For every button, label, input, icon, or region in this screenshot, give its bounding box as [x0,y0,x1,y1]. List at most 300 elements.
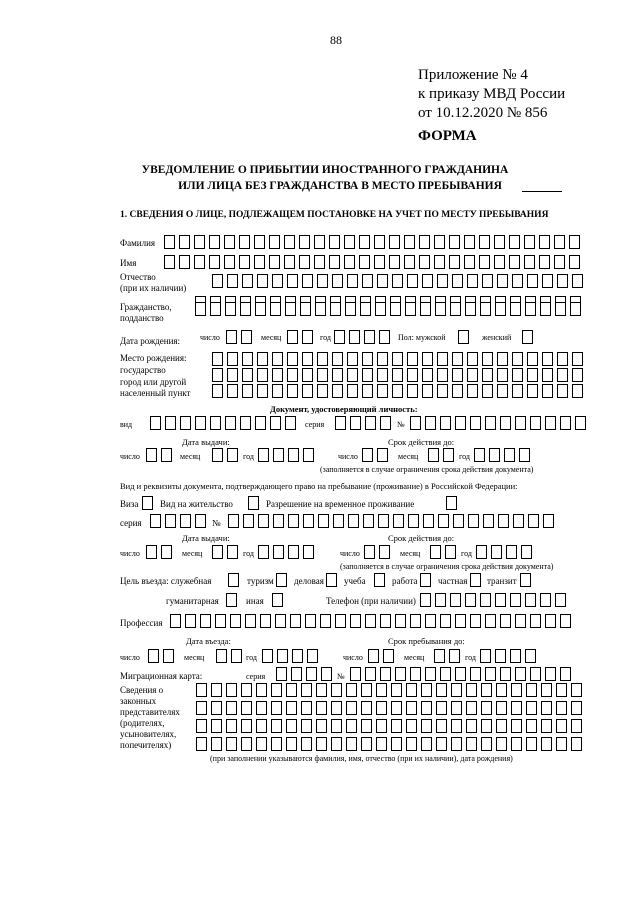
input-cell[interactable] [317,368,328,382]
input-cell[interactable] [255,416,266,430]
input-cell[interactable] [350,416,361,430]
input-cell[interactable] [317,352,328,366]
input-cell[interactable] [481,701,492,715]
input-cell[interactable] [248,496,259,510]
input-cell[interactable] [318,514,329,528]
input-cell[interactable] [195,302,206,316]
guardians-cells-row-4[interactable] [196,737,586,751]
input-cell[interactable] [286,683,297,697]
input-cell[interactable] [316,683,327,697]
stay-series-cells[interactable] [150,514,210,528]
input-cell[interactable] [302,330,313,344]
input-cell[interactable] [421,683,432,697]
input-cell[interactable] [269,235,280,249]
input-cell[interactable] [273,514,284,528]
purpose-other-checkbox[interactable] [272,593,287,607]
input-cell[interactable] [163,649,174,663]
input-cell[interactable] [539,235,550,249]
input-cell[interactable] [344,235,355,249]
input-cell[interactable] [269,255,280,269]
input-cell[interactable] [314,235,325,249]
input-cell[interactable] [421,701,432,715]
input-cell[interactable] [257,274,268,288]
input-cell[interactable] [572,384,583,398]
input-cell[interactable] [330,302,341,316]
stay-issue-month-cells[interactable] [212,545,242,559]
city-cells[interactable] [212,384,587,398]
input-cell[interactable] [495,593,506,607]
input-cell[interactable] [556,737,567,751]
input-cell[interactable] [288,545,299,559]
input-cell[interactable] [449,649,460,663]
input-cell[interactable] [288,448,299,462]
input-cell[interactable] [380,416,391,430]
input-cell[interactable] [231,649,242,663]
input-cell[interactable] [555,593,566,607]
input-cell[interactable] [359,235,370,249]
input-cell[interactable] [346,719,357,733]
input-cell[interactable] [435,302,446,316]
input-cell[interactable] [526,683,537,697]
input-cell[interactable] [464,235,475,249]
input-cell[interactable] [287,368,298,382]
input-cell[interactable] [378,514,389,528]
input-cell[interactable] [285,302,296,316]
input-cell[interactable] [571,737,582,751]
input-cell[interactable] [466,737,477,751]
input-cell[interactable] [445,545,456,559]
citizenship-cells[interactable] [195,302,585,316]
input-cell[interactable] [329,255,340,269]
input-cell[interactable] [260,614,271,628]
input-cell[interactable] [380,667,391,681]
input-cell[interactable] [470,416,481,430]
input-cell[interactable] [365,614,376,628]
input-cell[interactable] [470,667,481,681]
input-cell[interactable] [452,352,463,366]
input-cell[interactable] [225,416,236,430]
input-cell[interactable] [368,649,379,663]
input-cell[interactable] [528,514,539,528]
input-cell[interactable] [482,384,493,398]
input-cell[interactable] [257,368,268,382]
input-cell[interactable] [302,368,313,382]
input-cell[interactable] [391,719,402,733]
input-cell[interactable] [395,614,406,628]
input-cell[interactable] [239,255,250,269]
input-cell[interactable] [541,701,552,715]
input-cell[interactable] [179,255,190,269]
input-cell[interactable] [146,545,157,559]
input-cell[interactable] [530,614,541,628]
input-cell[interactable] [225,302,236,316]
input-cell[interactable] [212,384,223,398]
input-cell[interactable] [331,719,342,733]
input-cell[interactable] [482,368,493,382]
id-issue-day-cells[interactable] [146,448,176,462]
input-cell[interactable] [212,368,223,382]
input-cell[interactable] [230,614,241,628]
input-cell[interactable] [240,416,251,430]
input-cell[interactable] [332,274,343,288]
input-cell[interactable] [542,274,553,288]
purpose-transit-checkbox[interactable] [520,573,535,587]
input-cell[interactable] [440,667,451,681]
input-cell[interactable] [485,614,496,628]
input-cell[interactable] [362,384,373,398]
input-cell[interactable] [226,683,237,697]
input-cell[interactable] [262,649,273,663]
input-cell[interactable] [212,274,223,288]
input-cell[interactable] [485,416,496,430]
input-cell[interactable] [571,719,582,733]
input-cell[interactable] [196,683,207,697]
input-cell[interactable] [344,255,355,269]
input-cell[interactable] [524,235,535,249]
birth-month-cells[interactable] [287,330,317,344]
input-cell[interactable] [332,352,343,366]
surname-cells[interactable] [164,235,584,249]
input-cell[interactable] [554,255,565,269]
input-cell[interactable] [436,719,447,733]
input-cell[interactable] [302,352,313,366]
input-cell[interactable] [303,514,314,528]
input-cell[interactable] [524,255,535,269]
input-cell[interactable] [420,302,431,316]
input-cell[interactable] [511,719,522,733]
input-cell[interactable] [496,683,507,697]
input-cell[interactable] [350,614,361,628]
input-cell[interactable] [180,514,191,528]
input-cell[interactable] [455,614,466,628]
input-cell[interactable] [451,701,462,715]
input-cell[interactable] [316,719,327,733]
input-cell[interactable] [241,701,252,715]
input-cell[interactable] [420,573,431,587]
purpose-humanitarian-checkbox[interactable] [226,593,241,607]
input-cell[interactable] [557,368,568,382]
input-cell[interactable] [148,649,159,663]
input-cell[interactable] [228,514,239,528]
input-cell[interactable] [286,719,297,733]
input-cell[interactable] [241,683,252,697]
input-cell[interactable] [272,368,283,382]
input-cell[interactable] [301,701,312,715]
input-cell[interactable] [254,235,265,249]
input-cell[interactable] [242,368,253,382]
input-cell[interactable] [165,514,176,528]
input-cell[interactable] [146,448,157,462]
input-cell[interactable] [437,352,448,366]
input-cell[interactable] [362,368,373,382]
input-cell[interactable] [497,368,508,382]
input-cell[interactable] [391,737,402,751]
id-valid-month-cells[interactable] [428,448,458,462]
input-cell[interactable] [359,255,370,269]
stay-issue-year-cells[interactable] [258,545,318,559]
input-cell[interactable] [241,330,252,344]
input-cell[interactable] [300,302,311,316]
input-cell[interactable] [450,593,461,607]
input-cell[interactable] [406,737,417,751]
input-cell[interactable] [273,545,284,559]
input-cell[interactable] [497,352,508,366]
birth-year-cells[interactable] [334,330,394,344]
input-cell[interactable] [360,302,371,316]
input-cell[interactable] [434,255,445,269]
input-cell[interactable] [491,545,502,559]
input-cell[interactable] [226,330,237,344]
input-cell[interactable] [465,593,476,607]
input-cell[interactable] [527,368,538,382]
input-cell[interactable] [292,649,303,663]
input-cell[interactable] [560,416,571,430]
input-cell[interactable] [525,302,536,316]
input-cell[interactable] [271,719,282,733]
input-cell[interactable] [361,737,372,751]
input-cell[interactable] [195,514,206,528]
visa-checkbox[interactable] [142,496,157,510]
sex-female-checkbox[interactable] [522,330,537,344]
input-cell[interactable] [242,384,253,398]
input-cell[interactable] [530,416,541,430]
input-cell[interactable] [527,352,538,366]
input-cell[interactable] [346,701,357,715]
id-issue-month-cells[interactable] [212,448,242,462]
input-cell[interactable] [377,384,388,398]
input-cell[interactable] [466,701,477,715]
input-cell[interactable] [467,352,478,366]
input-cell[interactable] [332,368,343,382]
input-cell[interactable] [211,683,222,697]
input-cell[interactable] [161,545,172,559]
input-cell[interactable] [227,368,238,382]
input-cell[interactable] [258,545,269,559]
input-cell[interactable] [406,719,417,733]
guardians-cells-row-1[interactable] [196,683,586,697]
input-cell[interactable] [161,448,172,462]
input-cell[interactable] [391,701,402,715]
input-cell[interactable] [383,649,394,663]
input-cell[interactable] [256,737,267,751]
input-cell[interactable] [436,737,447,751]
input-cell[interactable] [321,667,332,681]
input-cell[interactable] [479,235,490,249]
input-cell[interactable] [476,545,487,559]
stay-valid-year-cells[interactable] [476,545,536,559]
input-cell[interactable] [273,448,284,462]
input-cell[interactable] [510,593,521,607]
state-cells[interactable] [212,368,587,382]
input-cell[interactable] [196,701,207,715]
input-cell[interactable] [216,649,227,663]
input-cell[interactable] [227,274,238,288]
input-cell[interactable] [228,573,239,587]
input-cell[interactable] [303,545,314,559]
input-cell[interactable] [315,302,326,316]
input-cell[interactable] [506,545,517,559]
input-cell[interactable] [209,255,220,269]
input-cell[interactable] [349,330,360,344]
input-cell[interactable] [519,448,530,462]
input-cell[interactable] [520,573,531,587]
input-cell[interactable] [346,737,357,751]
input-cell[interactable] [481,683,492,697]
input-cell[interactable] [407,368,418,382]
input-cell[interactable] [364,330,375,344]
input-cell[interactable] [361,683,372,697]
input-cell[interactable] [258,514,269,528]
input-cell[interactable] [392,352,403,366]
input-cell[interactable] [407,384,418,398]
input-cell[interactable] [440,614,451,628]
input-cell[interactable] [365,667,376,681]
input-cell[interactable] [483,514,494,528]
input-cell[interactable] [434,235,445,249]
input-cell[interactable] [451,719,462,733]
input-cell[interactable] [277,649,288,663]
input-cell[interactable] [494,255,505,269]
input-cell[interactable] [467,368,478,382]
input-cell[interactable] [527,384,538,398]
input-cell[interactable] [270,302,281,316]
input-cell[interactable] [422,368,433,382]
input-cell[interactable] [302,274,313,288]
input-cell[interactable] [291,667,302,681]
input-cell[interactable] [194,235,205,249]
input-cell[interactable] [331,683,342,697]
input-cell[interactable] [497,384,508,398]
input-cell[interactable] [489,448,500,462]
input-cell[interactable] [497,274,508,288]
input-cell[interactable] [451,683,462,697]
input-cell[interactable] [241,719,252,733]
input-cell[interactable] [560,614,571,628]
input-cell[interactable] [436,701,447,715]
input-cell[interactable] [377,368,388,382]
input-cell[interactable] [317,274,328,288]
purpose-service-checkbox[interactable] [228,573,243,587]
input-cell[interactable] [392,274,403,288]
guardians-cells-row-2[interactable] [196,701,586,715]
input-cell[interactable] [224,255,235,269]
input-cell[interactable] [276,667,287,681]
input-cell[interactable] [287,330,298,344]
input-cell[interactable] [541,719,552,733]
input-cell[interactable] [512,352,523,366]
input-cell[interactable] [380,614,391,628]
input-cell[interactable] [226,737,237,751]
input-cell[interactable] [363,514,374,528]
input-cell[interactable] [542,368,553,382]
input-cell[interactable] [164,255,175,269]
input-cell[interactable] [509,235,520,249]
input-cell[interactable] [467,274,478,288]
input-cell[interactable] [165,416,176,430]
input-cell[interactable] [512,274,523,288]
input-cell[interactable] [540,302,551,316]
input-cell[interactable] [410,416,421,430]
input-cell[interactable] [211,737,222,751]
purpose-work-checkbox[interactable] [420,573,435,587]
migration-number-cells[interactable] [350,667,575,681]
input-cell[interactable] [443,448,454,462]
input-cell[interactable] [335,416,346,430]
input-cell[interactable] [510,302,521,316]
input-cell[interactable] [556,719,567,733]
input-cell[interactable] [521,545,532,559]
input-cell[interactable] [515,416,526,430]
input-cell[interactable] [452,274,463,288]
input-cell[interactable] [395,667,406,681]
input-cell[interactable] [305,614,316,628]
input-cell[interactable] [419,255,430,269]
input-cell[interactable] [560,667,571,681]
temp-residence-checkbox[interactable] [446,496,461,510]
input-cell[interactable] [545,416,556,430]
input-cell[interactable] [361,701,372,715]
input-cell[interactable] [255,302,266,316]
input-cell[interactable] [306,667,317,681]
entry-year-cells[interactable] [262,649,322,663]
input-cell[interactable] [410,614,421,628]
input-cell[interactable] [301,737,312,751]
input-cell[interactable] [455,667,466,681]
input-cell[interactable] [407,352,418,366]
input-cell[interactable] [302,384,313,398]
input-cell[interactable] [500,416,511,430]
input-cell[interactable] [299,235,310,249]
input-cell[interactable] [542,384,553,398]
input-cell[interactable] [525,649,536,663]
input-cell[interactable] [421,719,432,733]
input-cell[interactable] [540,593,551,607]
input-cell[interactable] [511,683,522,697]
input-cell[interactable] [482,274,493,288]
input-cell[interactable] [185,614,196,628]
input-cell[interactable] [362,352,373,366]
input-cell[interactable] [496,701,507,715]
birth-place-cells[interactable] [212,352,587,366]
input-cell[interactable] [196,719,207,733]
input-cell[interactable] [422,352,433,366]
input-cell[interactable] [170,614,181,628]
input-cell[interactable] [284,255,295,269]
input-cell[interactable] [377,352,388,366]
input-cell[interactable] [287,352,298,366]
input-cell[interactable] [542,352,553,366]
input-cell[interactable] [212,545,223,559]
input-cell[interactable] [272,384,283,398]
stay-until-month-cells[interactable] [434,649,464,663]
input-cell[interactable] [571,701,582,715]
id-kind-cells[interactable] [150,416,300,430]
input-cell[interactable] [458,330,469,344]
name-cells[interactable] [164,255,584,269]
input-cell[interactable] [425,416,436,430]
input-cell[interactable] [376,737,387,751]
input-cell[interactable] [557,274,568,288]
input-cell[interactable] [467,384,478,398]
input-cell[interactable] [284,235,295,249]
input-cell[interactable] [434,649,445,663]
input-cell[interactable] [504,448,515,462]
input-cell[interactable] [408,514,419,528]
input-cell[interactable] [317,384,328,398]
entry-day-cells[interactable] [148,649,178,663]
input-cell[interactable] [224,235,235,249]
input-cell[interactable] [392,368,403,382]
